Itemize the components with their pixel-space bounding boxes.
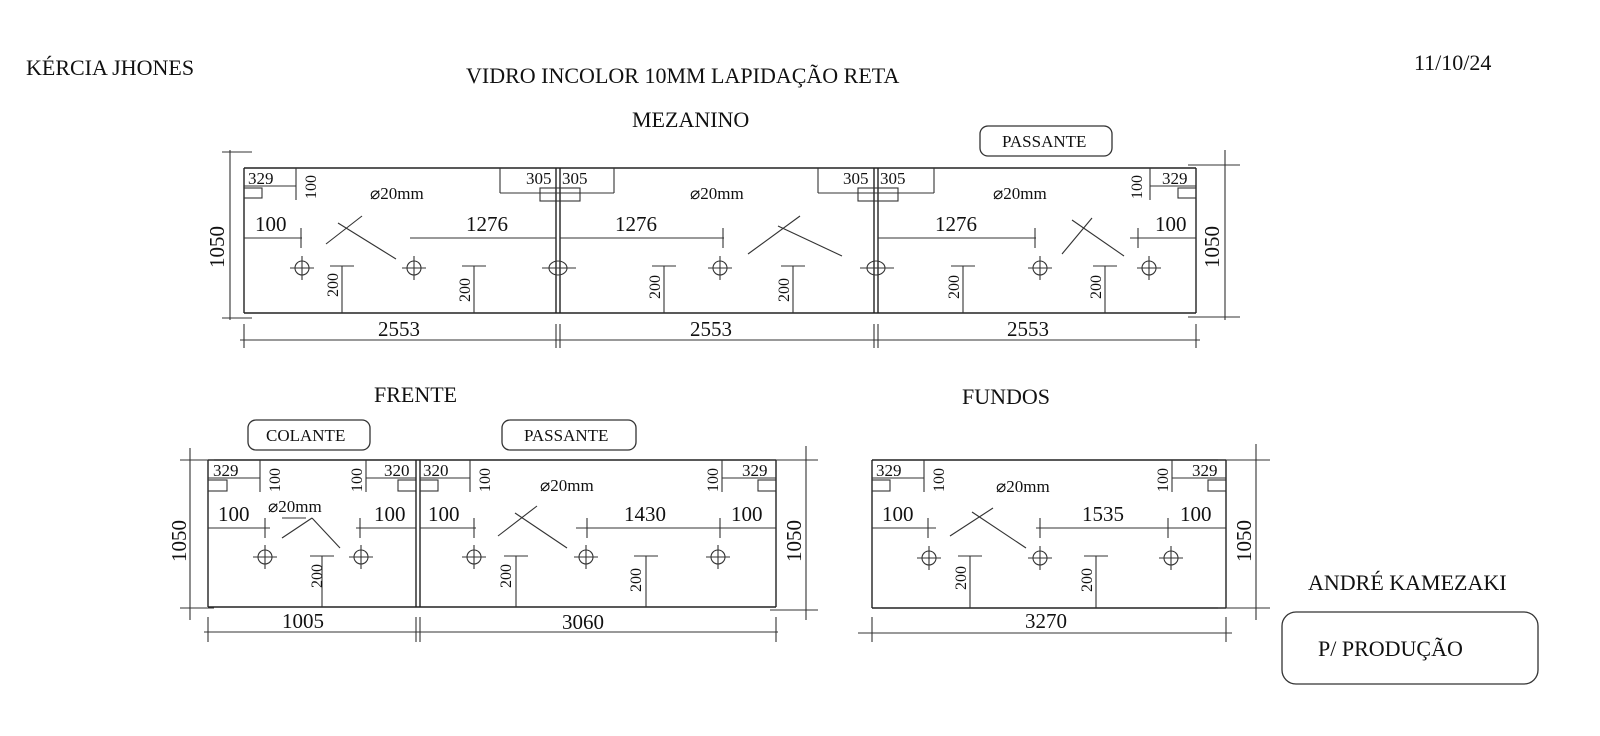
mezanino-hole-label-3: ⌀20mm [993,184,1047,203]
mezanino-dist-1276-2: 1276 [615,212,657,236]
mezanino-dist-100-right: 100 [1155,212,1187,236]
mezanino-dist-1276-3: 1276 [935,212,977,236]
mezanino-slot-305-a: 305 [526,169,552,188]
mezanino-slot-305-b: 305 [562,169,588,188]
mezanino-section [205,107,1240,348]
frente-dist-100-c: 100 [428,502,460,526]
frente-hole-5 [706,545,730,569]
frente-v200-1: 200 [309,564,326,588]
mezanino-v200-1: 200 [325,273,342,297]
mezanino-width-2: 2553 [690,317,732,341]
fundos-offset-100-b: 100 [1155,468,1172,492]
mezanino-dist-1276-1: 1276 [466,212,508,236]
fundos-dist-100-a: 100 [882,502,914,526]
frente-dist-100-a: 100 [218,502,250,526]
mezanino-hole-5 [1137,256,1161,280]
fundos-label: FUNDOS [962,384,1051,409]
frente-hole-4 [574,545,598,569]
mezanino-offset-100-right: 100 [1129,175,1146,199]
mezanino-width-1: 2553 [378,317,420,341]
frente-label: FRENTE [374,382,458,407]
fundos-height: 1050 [1232,520,1256,562]
mezanino-hole-4 [1028,256,1052,280]
frente-dist-1430: 1430 [624,502,666,526]
mezanino-corner-329-left: 329 [248,169,274,188]
mezanino-v200-5: 200 [946,275,963,299]
frente-height-left: 1050 [167,520,191,562]
frente-corner-329-right: 329 [742,461,768,480]
frente-v200-2: 200 [498,564,515,588]
frente-width-b: 3060 [562,610,604,634]
client-name: KÉRCIA JHONES [26,55,195,80]
frente-passante-tag: PASSANTE [524,426,609,445]
frente-corner-329-left: 329 [213,461,239,480]
mezanino-v200-3: 200 [647,275,664,299]
frente-dist-100-b: 100 [374,502,406,526]
mezanino-v200-4: 200 [776,278,793,302]
mezanino-hole-6 [542,261,576,275]
frente-colante-tag: COLANTE [266,426,346,445]
production-stamp: P/ PRODUÇÃO [1318,636,1463,661]
frente-width-a: 1005 [282,609,324,633]
mezanino-dist-100-left: 100 [255,212,287,236]
mezanino-hole-label-1: ⌀20mm [370,184,424,203]
frente-height-right: 1050 [782,520,806,562]
mezanino-height-right: 1050 [1200,226,1224,268]
mezanino-width-3: 2553 [1007,317,1049,341]
author-name: ANDRÉ KAMEZAKI [1308,570,1507,595]
frente-hole-3 [462,545,486,569]
frente-hole-2 [349,545,373,569]
fundos-corner-329-left: 329 [876,461,902,480]
mezanino-hole-7 [860,261,894,275]
frente-section [167,382,818,642]
mezanino-height-left: 1050 [205,226,229,268]
drawing-title: VIDRO INCOLOR 10MM LAPIDAÇÃO RETA [466,63,900,88]
fundos-corner-329-right: 329 [1192,461,1218,480]
fundos-v200-2: 200 [1079,568,1096,592]
frente-offset-100-a: 100 [267,468,284,492]
fundos-hole-2 [1028,546,1052,570]
mezanino-slot-305-d: 305 [880,169,906,188]
mezanino-passante-tag: PASSANTE [1002,132,1087,151]
frente-hole-label-1: ⌀20mm [268,497,322,516]
fundos-hole-1 [917,546,941,570]
frente-hole-1 [253,545,277,569]
fundos-hole-3 [1159,546,1183,570]
mezanino-corner-329-right: 329 [1162,169,1188,188]
mezanino-hole-1 [290,256,314,280]
mezanino-label: MEZANINO [632,107,750,132]
frente-dist-100-d: 100 [731,502,763,526]
fundos-hole-label: ⌀20mm [996,477,1050,496]
frente-offset-100-d: 100 [705,468,722,492]
mezanino-hole-label-2: ⌀20mm [690,184,744,203]
fundos-offset-100-a: 100 [931,468,948,492]
frente-offset-100-c: 100 [477,468,494,492]
frente-hole-label-2: ⌀20mm [540,476,594,495]
mezanino-slot-305-c: 305 [843,169,869,188]
drawing-date: 11/10/24 [1414,50,1492,75]
frente-offset-100-b: 100 [349,468,366,492]
frente-corner-320-a: 320 [384,461,410,480]
frente-corner-320-b: 320 [423,461,449,480]
fundos-dist-100-b: 100 [1180,502,1212,526]
frente-v200-3: 200 [628,568,645,592]
fundos-section [858,384,1270,642]
mezanino-hole-3 [708,256,732,280]
mezanino-v200-6: 200 [1088,275,1105,299]
fundos-width: 3270 [1025,609,1067,633]
mezanino-v200-2: 200 [457,278,474,302]
fundos-v200-1: 200 [953,566,970,590]
mezanino-hole-2 [402,256,426,280]
fundos-dist-1535: 1535 [1082,502,1124,526]
mezanino-offset-100-left: 100 [303,175,320,199]
